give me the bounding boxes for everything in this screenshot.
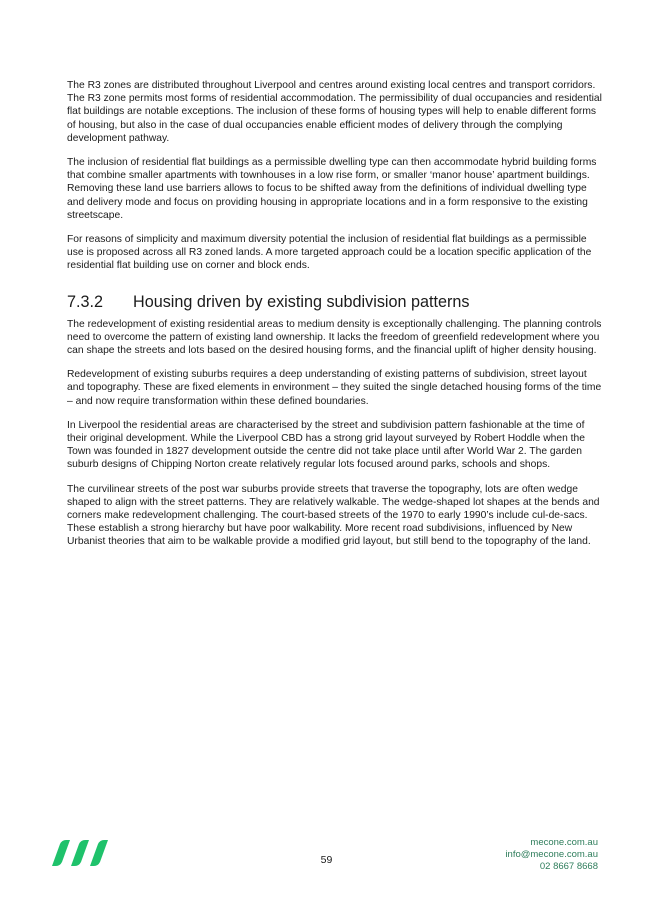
paragraph: The R3 zones are distributed throughout Liverpool and centres around existing local centres and transport corridors. The R3 zone permits most forms of residential accommodation. The permissibility of dual occupancies and residential flat buildings are notable exceptions. The inclusion of these forms of housing types will help to enable different forms of housing, but also in the case of dual occupancies enable efficient modes of delivery through the complying development pathway. bbox=[67, 80, 602, 144]
paragraph: The curvilinear streets of the post war suburbs provide streets that traverse the topography, lots are often wedge shaped to align with the street patterns. They are relatively walkable. The wedge-shaped lot shapes at the bends and corners make redevelopment challenging. The court-based streets of the 1970 to early 1990’s include cul-de-sacs. These establish a strong hierarchy but have poor walkability. More recent road subdivisions, influenced by New Urbanist theories that aim to be walkable provide a modified grid layout, but still bend to the topography of the land. bbox=[67, 483, 600, 548]
contact-block bbox=[505, 837, 598, 873]
email-link[interactable]: info@mecone.com.au bbox=[505, 849, 598, 860]
section-heading bbox=[67, 292, 602, 312]
paragraph: For reasons of simplicity and maximum diversity potential the inclusion of residential flat buildings as a permissible use is proposed across all R3 zoned lands. A more targeted approach could be a location specific application of the residential flat building use on corner and block ends. bbox=[67, 234, 592, 272]
page-number: 59 bbox=[320, 854, 333, 866]
paragraph: Redevelopment of existing suburbs requires a deep understanding of existing patterns of subdivision, street layout and topography. These are fixed elements in environment – they suited the single detached housing forms of the time – and now require transformation within these defined boundaries. bbox=[67, 369, 602, 407]
section-title: Housing driven by existing subdivision patterns bbox=[133, 292, 470, 311]
website-link[interactable]: mecone.com.au bbox=[530, 837, 598, 848]
paragraph: In Liverpool the residential areas are characterised by the street and subdivision pattern fashionable at the time of their original development. While the Liverpool CBD has a strong grid layout surveyed by Robert Hoddle when the Town was founded in 1827 development outside the centre did not take place until after World War 2. The garden suburb designs of Chipping Norton create relatively regular lots focused around parks, schools and shops. bbox=[67, 419, 585, 471]
paragraph: The inclusion of residential flat buildings as a permissible dwelling type can then accommodate hybrid building forms that combine smaller apartments with townhouses in a low rise form, or smaller ‘manor house’ apartment buildings. Removing these land use barriers allows to focus to be shifted away from the definitions of individual dwelling type and delivery mode and focus on providing housing in appropriate locations and in a form responsive to the existing streetscape. bbox=[67, 157, 597, 221]
paragraph: The redevelopment of existing residential areas to medium density is exceptionally challenging. The planning controls need to overcome the pattern of existing land ownership. It lacks the freedom of greenfield redevelopment where you can shape the streets and lots based on the desired housing forms, and the financial uplift of higher density housing. bbox=[67, 318, 602, 357]
section-number: 7.3.2 bbox=[67, 292, 104, 311]
phone-number: 02 8667 8668 bbox=[539, 861, 598, 872]
document-body bbox=[67, 79, 602, 560]
